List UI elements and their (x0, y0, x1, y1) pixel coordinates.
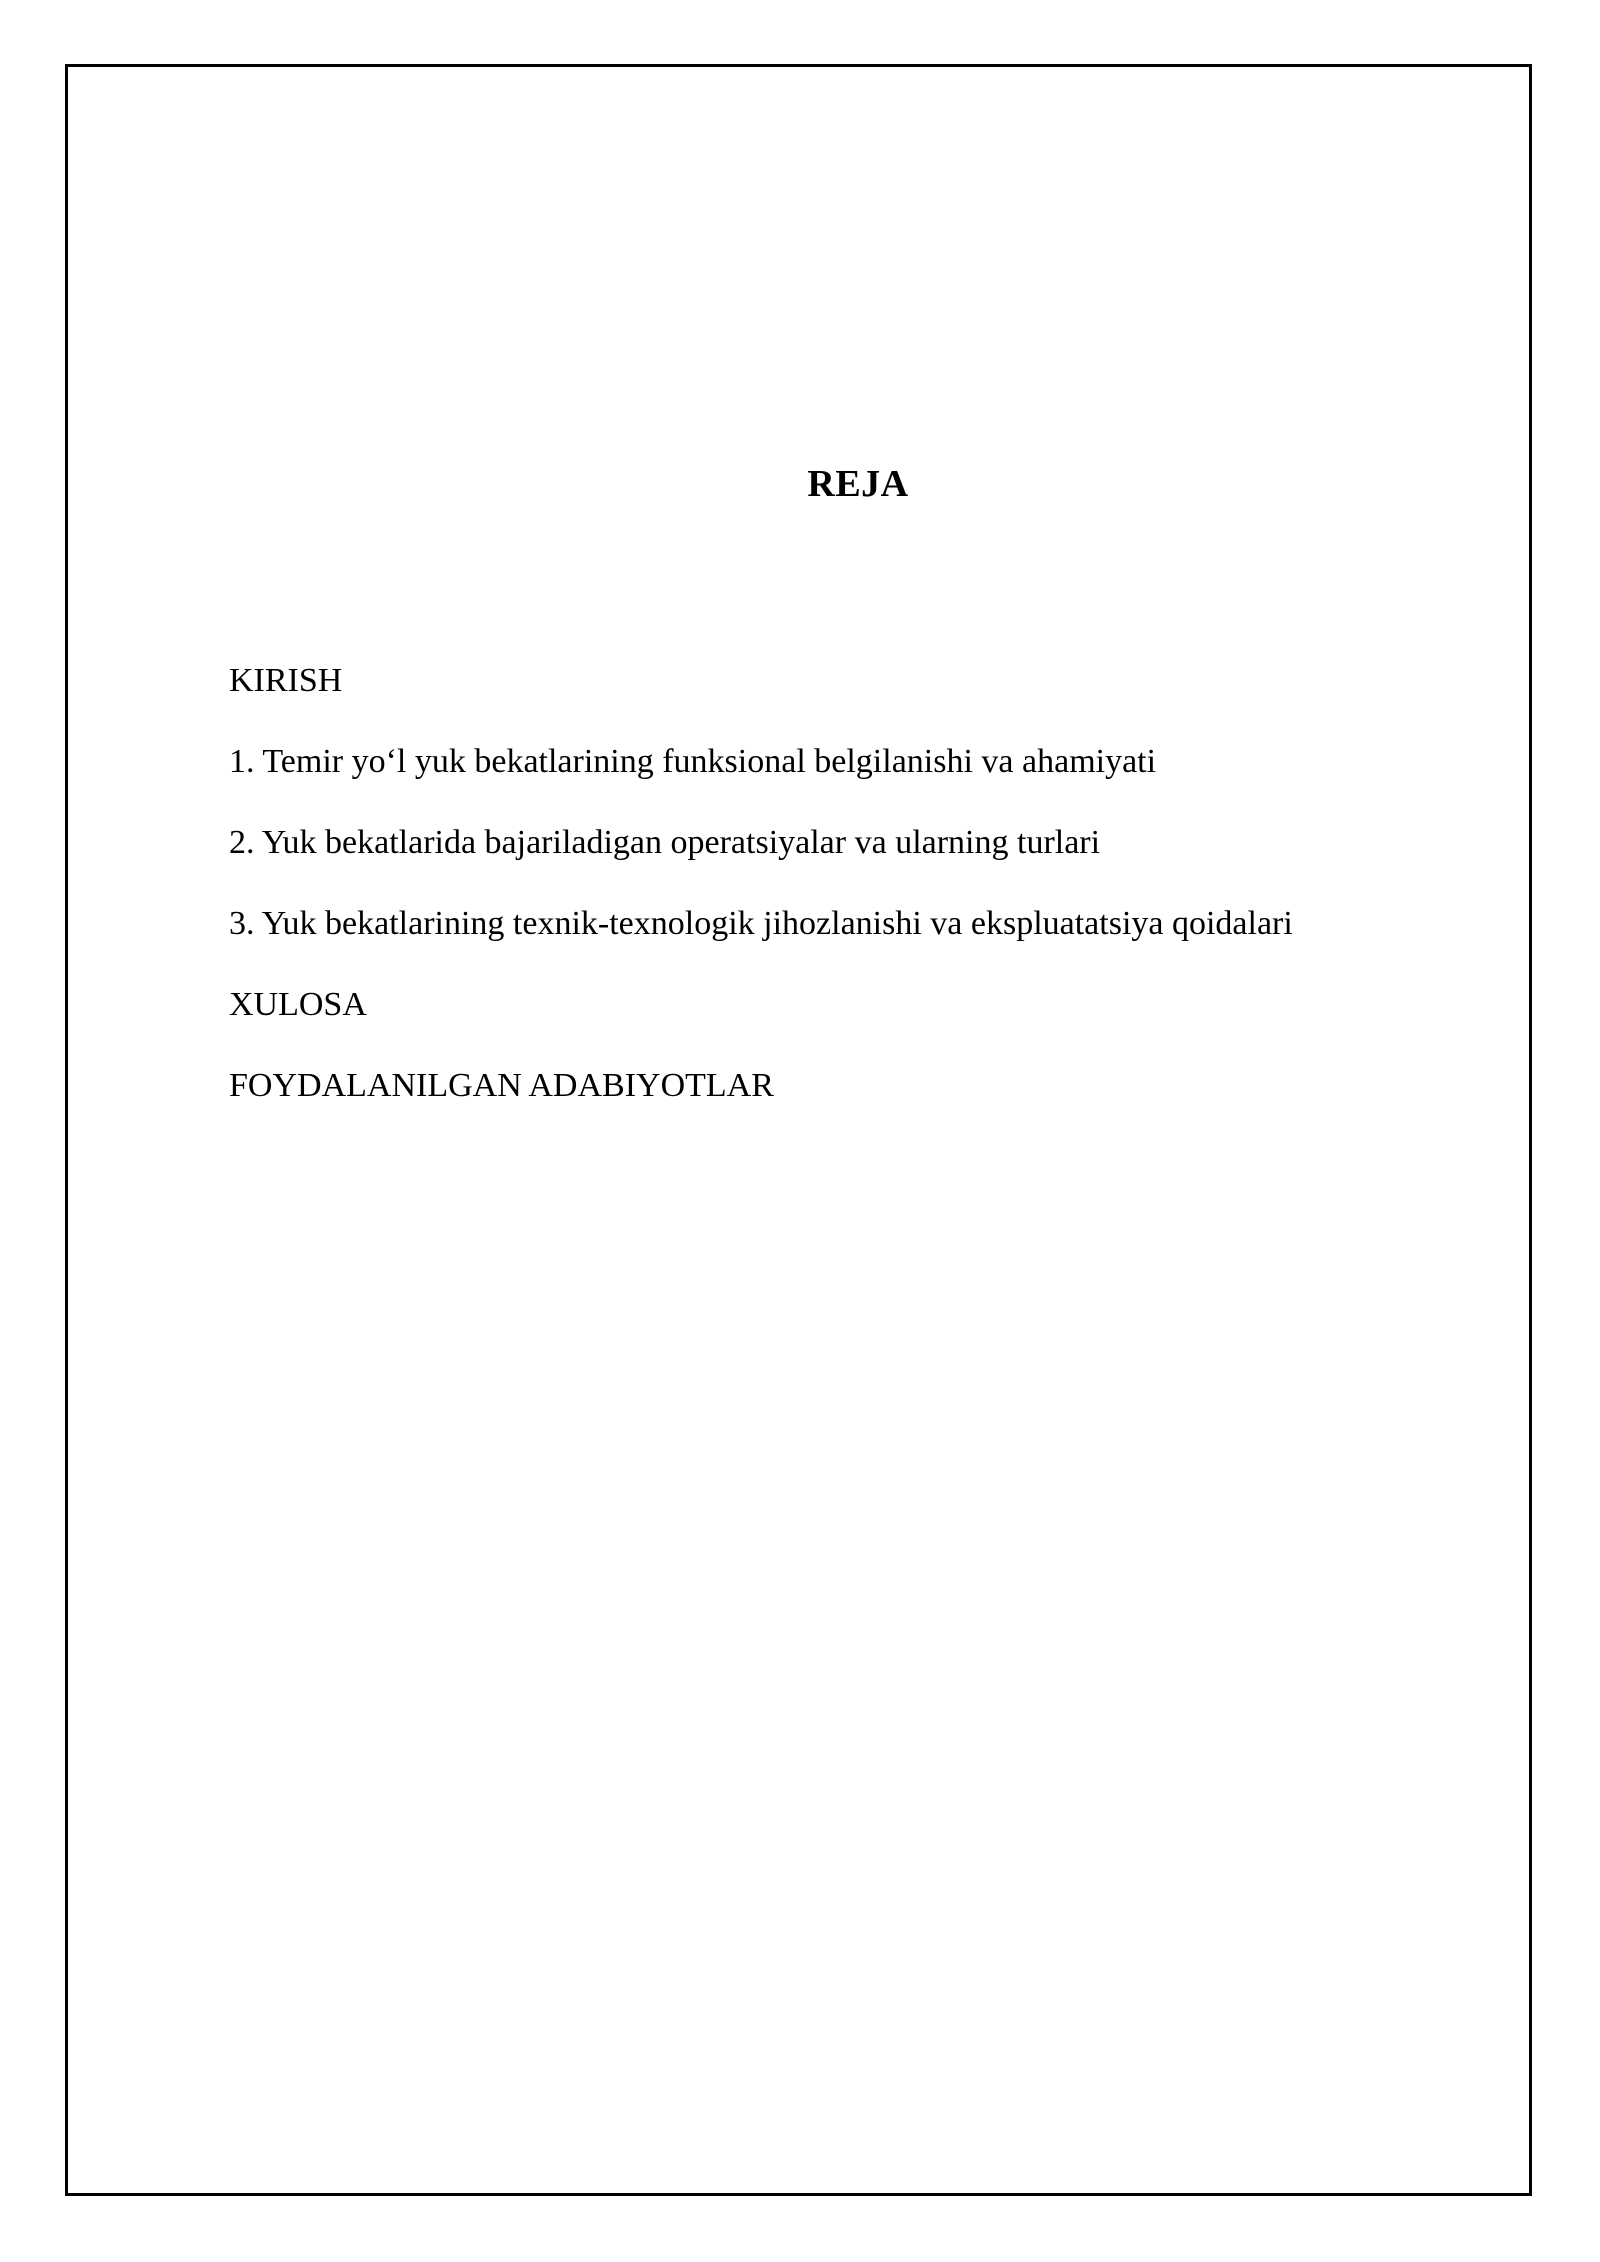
toc-item-section-2: 2. Yuk bekatlarida bajariladigan operatsiyalar va ularning turlari (229, 824, 1101, 861)
toc-item-references: FOYDALANILGAN ADABIYOTLAR (229, 1067, 774, 1104)
page-title: REJA (807, 463, 909, 505)
toc-item-section-3: 3. Yuk bekatlarining texnik-texnologik jihozlanishi va ekspluatatsiya qoidalari (229, 905, 1293, 942)
table-of-contents (229, 640, 1293, 1126)
toc-item-introduction: KIRISH (229, 662, 343, 699)
page-border-frame (65, 64, 1532, 2196)
toc-item-conclusion: XULOSA (229, 986, 367, 1023)
toc-item-section-1: 1. Temir yo‘l yuk bekatlarining funksional belgilanishi va ahamiyati (229, 743, 1157, 780)
